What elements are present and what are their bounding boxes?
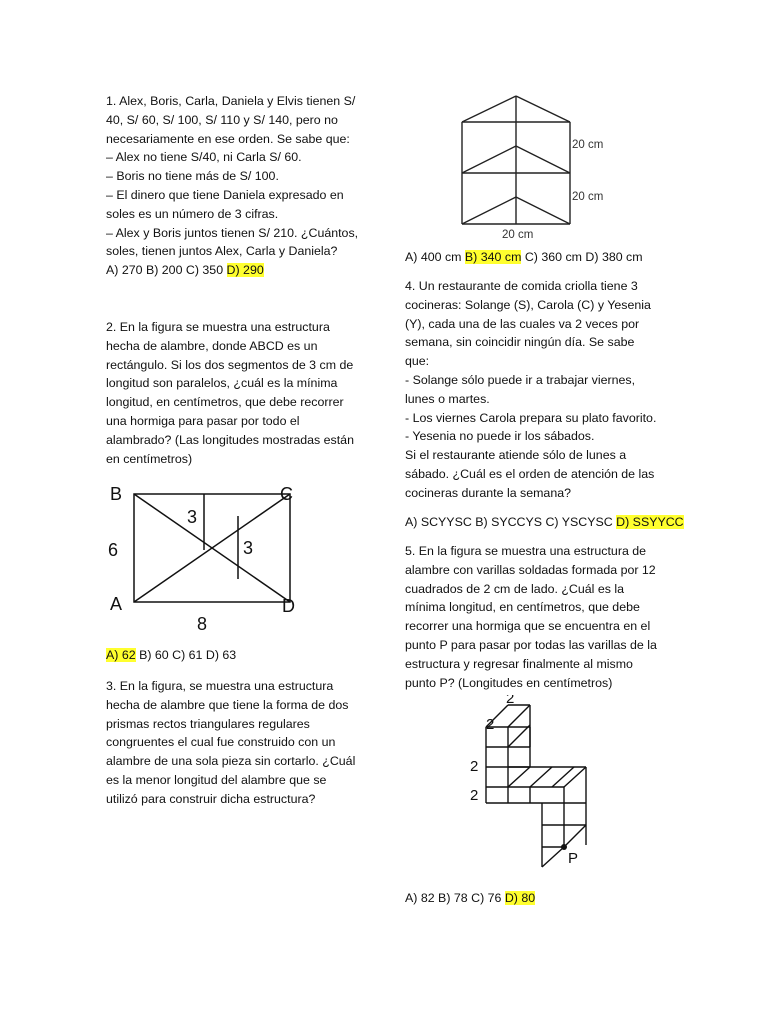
q4-line: - Yesenia no puede ir los sábados. <box>405 429 595 444</box>
q5-line: alambre con varillas soldadas formada por 12 <box>405 562 656 577</box>
question-4 <box>405 277 685 503</box>
q3-answer-line <box>405 248 695 267</box>
question-2 <box>106 318 376 468</box>
label-2-top: 2 <box>506 695 515 707</box>
q3-line: hecha de alambre que tiene la forma de dos <box>106 697 349 712</box>
q1-answers <box>106 261 376 280</box>
side-diag-1 <box>508 725 530 747</box>
q4-line: cocineras durante la semana? <box>405 485 571 500</box>
q4-answers <box>405 513 695 532</box>
q1-line: – Alex y Boris juntos tienen S/ 210. ¿Cuántos, <box>106 225 359 240</box>
q3-line: alambre de una sola pieza sin cortarlo. ¿Cuál <box>106 754 356 769</box>
q1-line: – Alex no tiene S/40, ni Carla S/ 60. <box>106 150 302 165</box>
label-a: A <box>110 594 123 614</box>
top-diag-right <box>508 705 530 727</box>
rectangle-diagram <box>100 478 310 638</box>
q1-line: – El dinero que tiene Daniela expresado en <box>106 187 344 202</box>
q1-line: soles, tienen juntos Alex, Carla y Daniela? <box>106 244 338 259</box>
q3-figure <box>450 86 620 242</box>
q2-answers <box>106 646 376 665</box>
q1-line: 40, S/ 60, S/ 100, S/ 110 y S/ 140, pero no <box>106 112 338 127</box>
label-segment-right: 3 <box>243 538 254 558</box>
label-2-mid: 2 <box>470 758 479 775</box>
q3-line: 3. En la figura, se muestra una estructura <box>106 679 334 693</box>
q3-line: prismas rectos triangulares regulares <box>106 716 310 731</box>
q1-line: soles es un número de 3 cifras. <box>106 206 279 221</box>
label-p: P <box>568 850 579 867</box>
q5-correct-answer: D) 80 <box>504 891 536 905</box>
q2-line: hecha de alambre, donde ABCD es un <box>106 338 318 353</box>
q2-figure <box>100 478 310 638</box>
mid-edge-left <box>462 146 516 173</box>
dim-lower: 20 cm <box>572 191 604 203</box>
q3-correct-answer: B) 340 cm <box>464 250 522 264</box>
q1-options: A) 270 B) 200 C) 350 <box>106 263 227 278</box>
q4-line: lunes o martes. <box>405 391 490 406</box>
top-edge-right <box>516 96 570 122</box>
q5-line: mínima longitud, en centímetros, que debe <box>405 600 640 615</box>
q2-line: alambrado? (Las longitudes mostradas están <box>106 432 354 447</box>
prisms-diagram <box>450 86 620 242</box>
q2-answer-line <box>106 646 376 665</box>
q2-line: una hormiga para pasar por todo el <box>106 413 300 428</box>
q5-line: punto P para pasar por todas las varillas de la <box>405 637 657 652</box>
label-d: D <box>282 596 295 616</box>
point-p-marker <box>561 844 567 850</box>
label-b: B <box>110 484 123 504</box>
q5-figure <box>460 695 620 875</box>
lower-bottom-diag <box>542 847 564 867</box>
shelf-diag-4 <box>564 767 586 787</box>
q4-answer-line <box>405 513 695 532</box>
q3-answers <box>405 248 695 267</box>
q2-line: longitud son paralelos, ¿cuál es la mínima <box>106 376 338 391</box>
label-2-diag: 2 <box>486 716 495 733</box>
question-1 <box>106 92 376 280</box>
shelf-diag-3 <box>552 767 574 787</box>
q4-options: A) SCYYSC B) SYCCYS C) YSCYSC <box>405 515 617 529</box>
q4-line: semana, sin coincidir ningún día. Se sabe <box>405 335 635 350</box>
bottom-edge-right <box>516 197 570 224</box>
q1-correct-answer: D) 290 <box>226 263 264 278</box>
shelf-diag-1 <box>508 767 530 787</box>
label-height: 6 <box>108 540 119 560</box>
q4-line: cocineras: Solange (S), Carola (C) y Yesenia <box>405 297 651 312</box>
q5-line: punto P? (Longitudes en centímetros) <box>405 675 613 690</box>
q3-line: es la menor longitud del alambre que se <box>106 772 327 787</box>
q2-line: rectángulo. Si los dos segmentos de 3 cm de <box>106 357 354 372</box>
q2-line: 2. En la figura se muestra una estructura <box>106 320 330 334</box>
q5-line: estructura y regresar finalmente al mismo <box>405 656 633 671</box>
question-5 <box>405 542 685 692</box>
q5-answer-line <box>405 889 685 908</box>
z-structure-diagram <box>460 695 620 875</box>
q4-line: 4. Un restaurante de comida criolla tiene 3 <box>405 279 638 293</box>
q3-line: utilizó para construir dicha estructura? <box>106 791 316 806</box>
dim-upper: 20 cm <box>572 139 604 151</box>
q5-line: cuadrados de 2 cm de lado. ¿Cuál es la <box>405 581 625 596</box>
q1-line: necesariamente en ese orden. Se sabe que: <box>106 131 350 146</box>
mid-edge-right <box>516 146 570 173</box>
q1-line: – Boris no tiene más de S/ 100. <box>106 169 279 184</box>
label-c: C <box>280 484 293 504</box>
q2-line: en centímetros) <box>106 451 193 466</box>
q3-options-rest: C) 360 cm D) 380 cm <box>521 250 643 264</box>
label-width: 8 <box>197 614 208 634</box>
label-2-low: 2 <box>470 787 479 804</box>
q5-options: A) 82 B) 78 C) 76 <box>405 891 505 905</box>
q4-line: - Solange sólo puede ir a trabajar viernes, <box>405 372 636 387</box>
q5-answers <box>405 889 685 908</box>
q3-options-a: A) 400 cm <box>405 250 465 264</box>
lower-diag <box>564 825 586 847</box>
q3-line: congruentes el cual fue construido con un <box>106 735 336 750</box>
dim-bottom: 20 cm <box>502 229 534 241</box>
bottom-edge-left <box>462 197 516 224</box>
shelf-diag-2 <box>530 767 552 787</box>
q2-correct-answer: A) 62 <box>106 648 136 662</box>
q4-line: que: <box>405 354 430 369</box>
q2-line: longitud, en centímetros, que debe recorrer <box>106 395 344 410</box>
question-3 <box>106 677 376 809</box>
q4-line: (Y), cada una de las cuales va 2 veces por <box>405 316 640 331</box>
q5-line: 5. En la figura se muestra una estructura de <box>405 544 647 558</box>
q4-line: - Los viernes Carola prepara su plato favorito. <box>405 410 657 425</box>
top-edge-left <box>462 96 516 122</box>
q4-correct-answer: D) SSYYCC <box>616 515 684 529</box>
q2-options: B) 60 C) 61 D) 63 <box>135 648 237 662</box>
label-segment-upper: 3 <box>187 507 198 527</box>
q4-line: Si el restaurante atiende sólo de lunes a <box>405 448 627 463</box>
q4-line: sábado. ¿Cuál es el orden de atención de las <box>405 466 655 481</box>
q5-line: recorrer una hormiga que se encuentra en el <box>405 619 651 634</box>
q1-line: 1. Alex, Boris, Carla, Daniela y Elvis tienen S/ <box>106 94 356 108</box>
